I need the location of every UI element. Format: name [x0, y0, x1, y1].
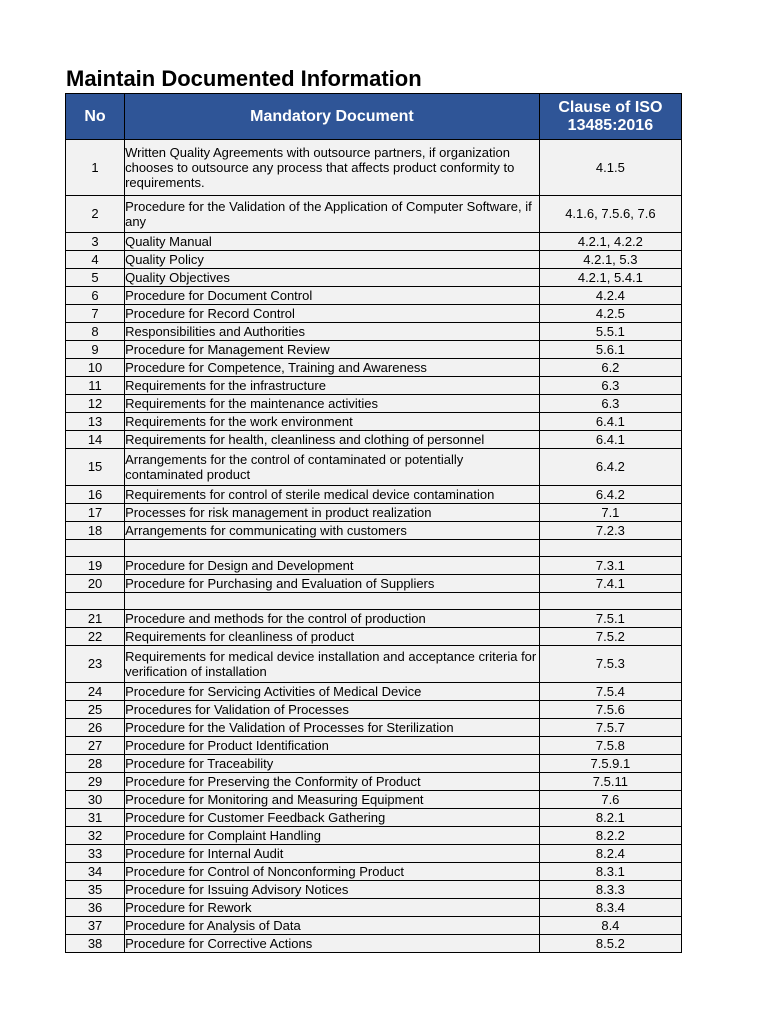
clause-reference: 4.2.1, 5.3: [539, 251, 681, 269]
clause-reference: 8.2.1: [539, 809, 681, 827]
row-number: 8: [66, 323, 125, 341]
table-row: [66, 701, 682, 719]
document-name: Procedure for Rework: [125, 899, 540, 917]
clause-reference: 6.2: [539, 359, 681, 377]
row-number: 29: [66, 773, 125, 791]
document-name: Procedure and methods for the control of production: [125, 610, 540, 628]
table-row: [66, 575, 682, 593]
clause-reference: 5.5.1: [539, 323, 681, 341]
clause-reference: 8.3.1: [539, 863, 681, 881]
row-number: 7: [66, 305, 125, 323]
clause-reference: 6.3: [539, 377, 681, 395]
table-row: [66, 504, 682, 522]
table-row: [66, 323, 682, 341]
clause-reference: 7.6: [539, 791, 681, 809]
document-name: Procedure for Servicing Activities of Medical Device: [125, 683, 540, 701]
row-number: 32: [66, 827, 125, 845]
document-name-text: Procedure for the Validation of the Application of Computer Software, if any: [125, 199, 532, 229]
row-number: 37: [66, 917, 125, 935]
table-row: [66, 269, 682, 287]
document-name: Processes for risk management in product realization: [125, 504, 540, 522]
document-name-text: Written Quality Agreements with outsource partners, if organization chooses to outsource any process that affects product conformity to requirements.: [125, 145, 515, 190]
table-row: [66, 486, 682, 504]
table-row: [66, 359, 682, 377]
document-name: Procedures for Validation of Processes: [125, 701, 540, 719]
table-row: [66, 522, 682, 540]
table-row: [66, 881, 682, 899]
row-number: 10: [66, 359, 125, 377]
document-name: Procedure for Customer Feedback Gathering: [125, 809, 540, 827]
document-name: Requirements for the infrastructure: [125, 377, 540, 395]
row-number: 21: [66, 610, 125, 628]
clause-reference: 8.5.2: [539, 935, 681, 953]
clause-reference: 7.5.4: [539, 683, 681, 701]
table-row: [66, 809, 682, 827]
table-row: [66, 935, 682, 953]
row-number: 5: [66, 269, 125, 287]
table-row: [66, 140, 682, 196]
row-number: 1: [66, 140, 125, 196]
clause-reference: 4.2.5: [539, 305, 681, 323]
table-row: [66, 791, 682, 809]
row-number: 19: [66, 557, 125, 575]
document-name: [125, 593, 540, 610]
table-row: [66, 683, 682, 701]
clause-reference: 4.2.4: [539, 287, 681, 305]
row-number: 33: [66, 845, 125, 863]
table-row: [66, 628, 682, 646]
table-row: [66, 773, 682, 791]
document-name: Quality Manual: [125, 233, 540, 251]
document-name: Procedure for Corrective Actions: [125, 935, 540, 953]
row-number: 25: [66, 701, 125, 719]
clause-reference: [539, 593, 681, 610]
table-row: [66, 196, 682, 233]
table-row: [66, 755, 682, 773]
document-name: Procedure for Traceability: [125, 755, 540, 773]
row-number: 4: [66, 251, 125, 269]
clause-reference: 7.2.3: [539, 522, 681, 540]
document-name: Procedure for Product Identification: [125, 737, 540, 755]
clause-reference: 7.5.11: [539, 773, 681, 791]
document-name: Procedure for Design and Development: [125, 557, 540, 575]
document-name: [125, 449, 540, 486]
row-number: 18: [66, 522, 125, 540]
document-name: Requirements for the work environment: [125, 413, 540, 431]
clause-reference: 6.4.2: [539, 449, 681, 486]
row-number: 2: [66, 196, 125, 233]
table-row: [66, 899, 682, 917]
row-number: 6: [66, 287, 125, 305]
row-number: 35: [66, 881, 125, 899]
row-number: 17: [66, 504, 125, 522]
table-row: [66, 377, 682, 395]
table-row: [66, 395, 682, 413]
document-name: [125, 140, 540, 196]
document-name: [125, 646, 540, 683]
clause-reference: 5.6.1: [539, 341, 681, 359]
row-number: 36: [66, 899, 125, 917]
row-number: 34: [66, 863, 125, 881]
document-name: Procedure for Purchasing and Evaluation of Suppliers: [125, 575, 540, 593]
row-number: 20: [66, 575, 125, 593]
clause-reference: 4.1.6, 7.5.6, 7.6: [539, 196, 681, 233]
document-name-text: Requirements for medical device installation and acceptance criteria for verification of installation: [125, 649, 537, 679]
row-number: 3: [66, 233, 125, 251]
document-name: Requirements for health, cleanliness and clothing of personnel: [125, 431, 540, 449]
row-number: 15: [66, 449, 125, 486]
row-number: 24: [66, 683, 125, 701]
clause-reference: 7.5.1: [539, 610, 681, 628]
document-name: Requirements for cleanliness of product: [125, 628, 540, 646]
clause-reference: 7.5.9.1: [539, 755, 681, 773]
table-row: [66, 917, 682, 935]
table-row: [66, 431, 682, 449]
empty-row: [66, 540, 682, 557]
document-name: Responsibilities and Authorities: [125, 323, 540, 341]
table-row: [66, 610, 682, 628]
row-number: 13: [66, 413, 125, 431]
table-row: [66, 287, 682, 305]
document-name: Procedure for Control of Nonconforming Product: [125, 863, 540, 881]
clause-reference: 8.2.4: [539, 845, 681, 863]
document-name: [125, 196, 540, 233]
clause-reference: 8.4: [539, 917, 681, 935]
table-row: [66, 827, 682, 845]
table-row: [66, 233, 682, 251]
document-name: Procedure for Document Control: [125, 287, 540, 305]
row-number: 30: [66, 791, 125, 809]
table-row: [66, 845, 682, 863]
row-number: 28: [66, 755, 125, 773]
row-number: [66, 593, 125, 610]
document-name: Procedure for Record Control: [125, 305, 540, 323]
empty-row: [66, 593, 682, 610]
document-name-text: Arrangements for the control of contaminated or potentially contaminated product: [125, 452, 464, 482]
mandatory-documents-table: [65, 93, 682, 953]
header-no: No: [66, 94, 125, 140]
document-name: Procedure for Monitoring and Measuring Equipment: [125, 791, 540, 809]
document-name: Requirements for control of sterile medical device contamination: [125, 486, 540, 504]
clause-reference: 7.3.1: [539, 557, 681, 575]
page-title: Maintain Documented Information: [66, 66, 422, 91]
header-clause: Clause of ISO 13485:2016: [539, 94, 681, 140]
document-name: Arrangements for communicating with customers: [125, 522, 540, 540]
document-name: Quality Policy: [125, 251, 540, 269]
table-row: [66, 305, 682, 323]
clause-reference: 7.5.6: [539, 701, 681, 719]
clause-reference: 4.2.1, 5.4.1: [539, 269, 681, 287]
row-number: 38: [66, 935, 125, 953]
row-number: 9: [66, 341, 125, 359]
row-number: 22: [66, 628, 125, 646]
table-header-row: [66, 94, 682, 140]
clause-reference: 7.4.1: [539, 575, 681, 593]
clause-reference: 8.2.2: [539, 827, 681, 845]
table-row: [66, 863, 682, 881]
clause-reference: [539, 540, 681, 557]
document-name: [125, 540, 540, 557]
table-row: [66, 719, 682, 737]
document-name: Procedure for Internal Audit: [125, 845, 540, 863]
table-row: [66, 557, 682, 575]
row-number: 31: [66, 809, 125, 827]
row-number: 16: [66, 486, 125, 504]
document-name: Procedure for Complaint Handling: [125, 827, 540, 845]
clause-reference: 8.3.3: [539, 881, 681, 899]
row-number: 12: [66, 395, 125, 413]
row-number: 27: [66, 737, 125, 755]
clause-reference: 7.5.8: [539, 737, 681, 755]
clause-reference: 7.5.7: [539, 719, 681, 737]
clause-reference: 4.2.1, 4.2.2: [539, 233, 681, 251]
table-row: [66, 413, 682, 431]
document-name: Requirements for the maintenance activities: [125, 395, 540, 413]
clause-reference: 6.3: [539, 395, 681, 413]
document-name: Procedure for Analysis of Data: [125, 917, 540, 935]
clause-reference: 6.4.1: [539, 413, 681, 431]
document-name: Procedure for Management Review: [125, 341, 540, 359]
clause-reference: 8.3.4: [539, 899, 681, 917]
row-number: 11: [66, 377, 125, 395]
clause-reference: 6.4.2: [539, 486, 681, 504]
table-row: [66, 251, 682, 269]
document-name: Procedure for Preserving the Conformity of Product: [125, 773, 540, 791]
row-number: [66, 540, 125, 557]
table-row: [66, 341, 682, 359]
document-name: Procedure for the Validation of Processes for Sterilization: [125, 719, 540, 737]
clause-reference: 4.1.5: [539, 140, 681, 196]
row-number: 26: [66, 719, 125, 737]
row-number: 23: [66, 646, 125, 683]
clause-reference: 7.5.3: [539, 646, 681, 683]
clause-reference: 7.1: [539, 504, 681, 522]
table-row: [66, 646, 682, 683]
table-row: [66, 737, 682, 755]
header-mandatory-document: Mandatory Document: [125, 94, 540, 140]
row-number: 14: [66, 431, 125, 449]
document-name: Quality Objectives: [125, 269, 540, 287]
clause-reference: 6.4.1: [539, 431, 681, 449]
clause-reference: 7.5.2: [539, 628, 681, 646]
document-name: Procedure for Competence, Training and Awareness: [125, 359, 540, 377]
document-name: Procedure for Issuing Advisory Notices: [125, 881, 540, 899]
table-row: [66, 449, 682, 486]
